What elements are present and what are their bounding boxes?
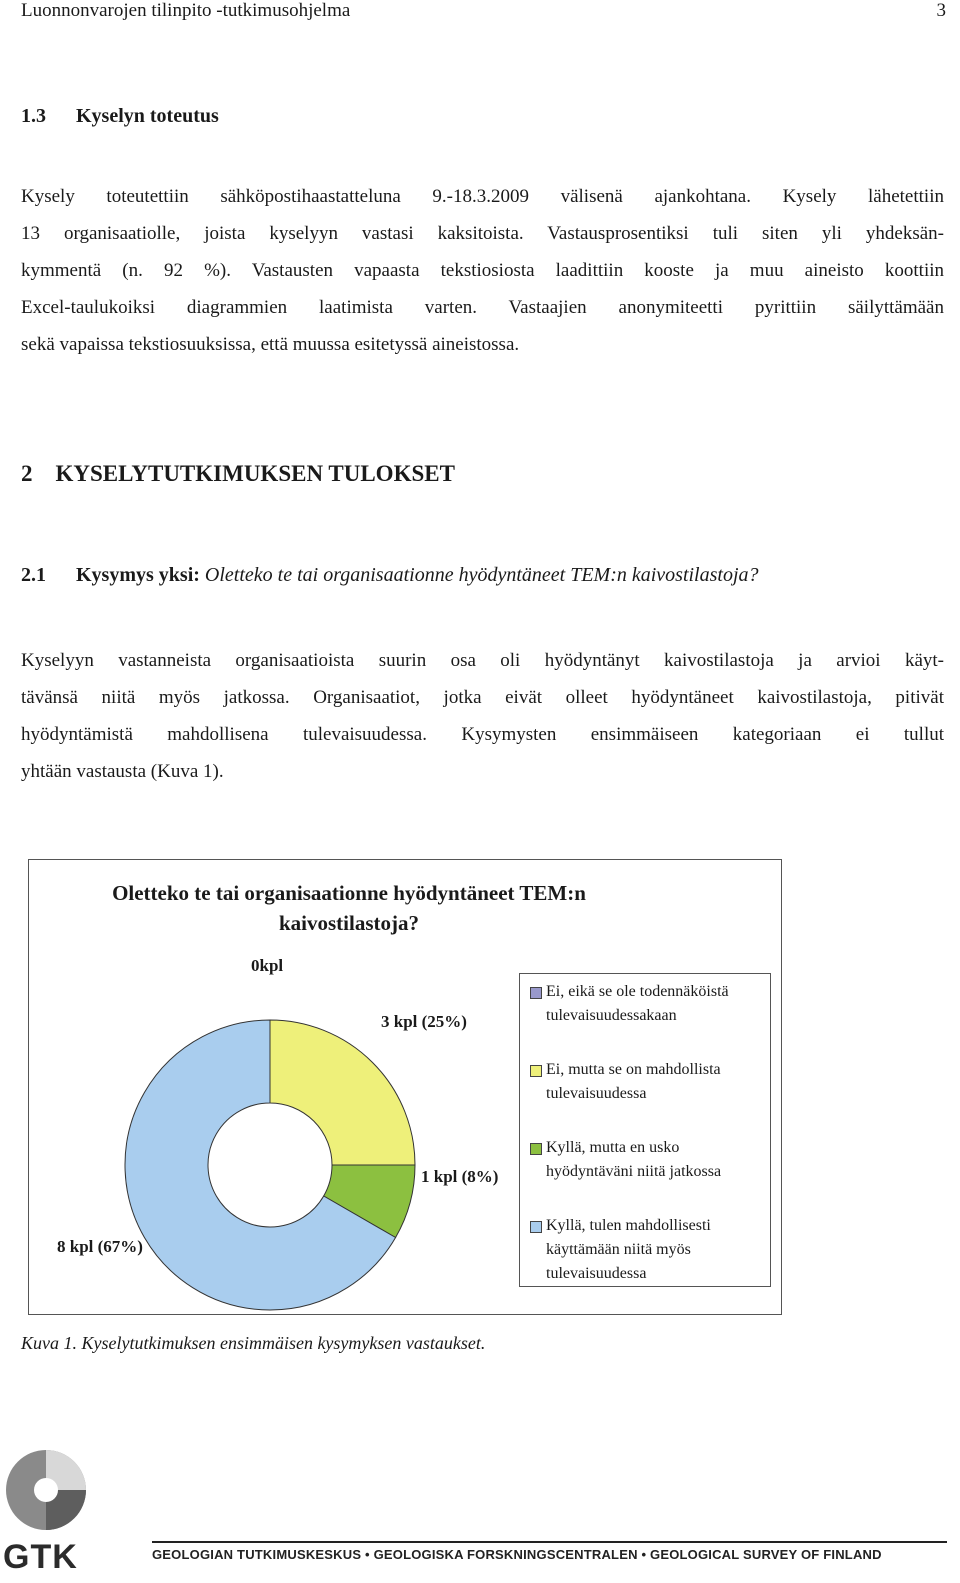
- legend-swatch: [530, 1065, 542, 1077]
- paragraph-1-3: [21, 178, 944, 363]
- section-heading-2: 2 KYSELYTUTKIMUKSEN TULOKSET: [21, 461, 455, 486]
- legend-label: hyödyntäväni niitä jatkossa: [546, 1163, 722, 1180]
- chart-legend: [519, 973, 771, 1287]
- legend-label: käyttämään niitä myös: [546, 1241, 691, 1258]
- paragraph-line: Excel-taulukoiksi diagrammien laatimista varten. Vastaajien anonymiteetti pyrittiin säilyttämään: [21, 297, 944, 318]
- paragraph-line: yhtään vastausta (Kuva 1).: [21, 761, 224, 782]
- gtk-globe-logo-icon: [4, 1446, 90, 1536]
- paragraph-line: kymmentä (n. 92 %). Vastausten vapaasta tekstiosiosta laadittiin kooste ja muu aineisto koottiin: [21, 260, 944, 281]
- question-label: Kysymys yksi:: [76, 564, 200, 586]
- legend-label: tulevaisuudessakaan: [546, 1007, 677, 1024]
- legend-label: Ei, mutta se on mahdollista: [546, 1061, 721, 1078]
- donut-slice: [270, 1020, 415, 1165]
- gtk-logo-text: GTK: [3, 1538, 78, 1576]
- figure-caption: Kuva 1. Kyselytutkimuksen ensimmäisen kysymyksen vastaukset.: [21, 1333, 486, 1353]
- footer-rule: [152, 1541, 947, 1543]
- data-label: 1 kpl (8%): [421, 1167, 499, 1186]
- legend-label: Kyllä, mutta en usko: [546, 1139, 680, 1156]
- section-heading-2-1: [21, 564, 759, 587]
- chart-frame: [28, 859, 782, 1315]
- footer-org-names: GEOLOGIAN TUTKIMUSKESKUS • GEOLOGISKA FORSKNINGSCENTRALEN • GEOLOGICAL SURVEY OF FINLAND: [152, 1547, 882, 1562]
- legend-label: tulevaisuudessa: [546, 1265, 647, 1282]
- page-number: 3: [936, 0, 946, 21]
- data-label: 0kpl: [251, 956, 284, 975]
- running-title: Luonnonvarojen tilinpito -tutkimusohjelma: [21, 0, 351, 21]
- paragraph-line: Kysely toteutettiin sähköpostihaastatteluna 9.-18.3.2009 välisenä ajankohtana. Kysely lähetettiin: [21, 186, 944, 207]
- legend-swatch: [530, 1143, 542, 1155]
- paragraph-line: hyödyntämistä mahdollisena tulevaisuudessa. Kysymysten ensimmäiseen kategoriaan ei tullut: [21, 724, 944, 745]
- section-number: 2.1: [21, 564, 46, 586]
- paragraph-line: sekä vapaissa tekstiosuuksissa, että muussa esitetyssä aineistossa.: [21, 334, 520, 355]
- data-label: 3 kpl (25%): [381, 1012, 467, 1031]
- legend-label: Ei, eikä se ole todennäköistä: [546, 983, 729, 1000]
- data-label: 8 kpl (67%): [57, 1237, 143, 1256]
- chart-title-line: Oletteko te tai organisaationne hyödyntäneet TEM:n: [112, 881, 586, 905]
- legend-swatch: [530, 1221, 542, 1233]
- question-text: Oletteko te tai organisaationne hyödyntäneet TEM:n kaivostilastoja?: [204, 564, 759, 586]
- legend-swatch: [530, 987, 542, 999]
- legend-label: tulevaisuudessa: [546, 1085, 647, 1102]
- paragraph-line: 13 organisaatiolle, joista kyselyyn vastasi kaksitoista. Vastausprosentiksi tuli siten yli yhdeksän-: [21, 223, 944, 244]
- paragraph-line: tävänsä niitä myös jatkossa. Organisaatiot, jotka eivät olleet hyödyntäneet kaivostilastoja, pitivät: [21, 687, 944, 708]
- running-header: [21, 0, 946, 26]
- legend-label: Kyllä, tulen mahdollisesti: [546, 1217, 711, 1234]
- chart-title-line: kaivostilastoja?: [278, 911, 419, 935]
- paragraph-line: Kyselyyn vastanneista organisaatioista suurin osa oli hyödyntänyt kaivostilastoja ja arvioi käyt-: [21, 650, 944, 671]
- paragraph-2-1: [21, 642, 944, 790]
- section-heading-1-3: 1.3 Kyselyn toteutus: [21, 105, 219, 127]
